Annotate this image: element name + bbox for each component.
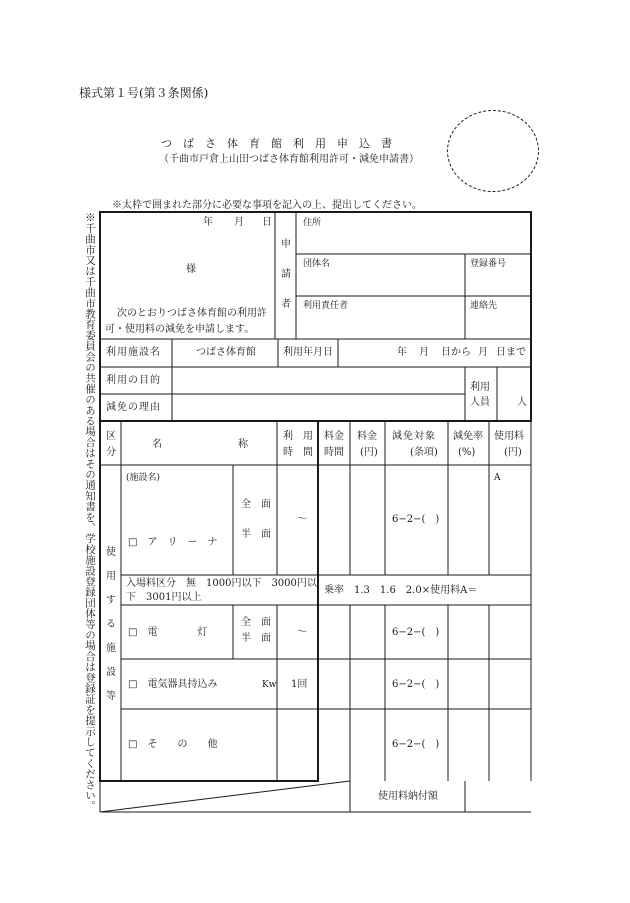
header-exemption-rate-2: (%) xyxy=(458,447,476,458)
header-fee-time-2: 時間 xyxy=(324,447,344,458)
contact-label: 連絡先 xyxy=(470,301,498,311)
arena-option[interactable]: □ ア リ ー ナ xyxy=(128,537,218,548)
header-fee-1: 料金 xyxy=(357,431,377,442)
addressee-suffix: 様 xyxy=(186,264,196,275)
date-year: 年 xyxy=(203,217,213,228)
category-char-4: る xyxy=(106,619,116,630)
date-range-until: 日まで xyxy=(496,347,526,358)
facility-label: 利用施設名 xyxy=(106,347,161,358)
instruction-text: ※太枠で囲まれた部分に必要な事項を記入の上、提出してください。 xyxy=(112,200,422,211)
header-name: 名 xyxy=(152,439,162,450)
header-usage-time-2: 時 間 xyxy=(283,447,313,458)
purpose-label: 利用の目的 xyxy=(106,375,161,386)
category-char-6: 設 xyxy=(106,667,116,678)
reason-label: 減免の理由 xyxy=(106,402,161,413)
other-clause: 6−2−( ) xyxy=(392,739,440,750)
arena-tilde: ～ xyxy=(297,514,307,525)
date-range-year: 年 xyxy=(397,347,407,358)
category-char-5: 施 xyxy=(106,643,116,654)
address-label: 住所 xyxy=(303,218,322,228)
category-char-2: 用 xyxy=(106,571,116,582)
electric-unit: Kw xyxy=(262,680,277,690)
users-unit: 人 xyxy=(517,397,527,408)
arena-half: 半 面 xyxy=(241,529,271,540)
header-usage-fee-1: 使用料 xyxy=(494,431,524,442)
lighting-half: 半 面 xyxy=(241,633,271,644)
admission-line-1: 入場料区分 無 1000円以下 3000円以 xyxy=(126,578,317,589)
lighting-clause: 6−2−( ) xyxy=(392,627,440,638)
date-range-from: 日から xyxy=(441,347,471,358)
request-line-1: 次のとおりつばさ体育館の利用許 xyxy=(117,308,267,319)
arena-clause: 6−2−( ) xyxy=(392,514,440,525)
header-usage-time-1: 利 用 xyxy=(283,431,313,442)
date-day: 日 xyxy=(262,217,272,228)
header-exemption-1: 減免対象 xyxy=(392,431,436,442)
category-char-1: 使 xyxy=(106,547,116,558)
electric-option[interactable]: □ 電気器具持込み xyxy=(128,679,218,690)
lighting-option[interactable]: □ 電 灯 xyxy=(128,627,208,638)
other-option[interactable]: □ そ の 他 xyxy=(128,739,218,750)
lighting-full: 全 面 xyxy=(241,617,271,628)
side-note: ※千曲市又は千曲市教育委員会の共催のある場合はその通知書を、学校施設登録団体等の場合は登録証を提示してください。 xyxy=(84,212,97,812)
date-range-month: 月 xyxy=(419,347,429,358)
header-exemption-2: (条項) xyxy=(410,447,438,458)
fee-a-label: A xyxy=(494,473,501,483)
header-category-2: 分 xyxy=(106,447,116,458)
manager-label: 利用責任者 xyxy=(303,301,349,311)
date-range-end-month: 月 xyxy=(478,347,488,358)
header-fee-time-1: 料金 xyxy=(324,431,344,442)
facility-name-label: (施設名) xyxy=(126,473,161,483)
registration-number-label: 登録番号 xyxy=(470,259,507,269)
usage-date-label: 利用年月日 xyxy=(283,347,333,358)
fee-payment-label: 使用料納付額 xyxy=(378,791,438,802)
header-fee-2: (円) xyxy=(360,447,378,458)
request-line-2: 可・使用料の減免を申請します。 xyxy=(105,324,255,335)
header-category-1: 区 xyxy=(106,431,116,442)
category-char-7: 等 xyxy=(106,691,116,702)
electric-time: 1回 xyxy=(291,679,308,690)
header-exemption-rate-1: 減免率 xyxy=(453,431,483,442)
category-char-3: す xyxy=(106,595,116,606)
applicant-label-3: 者 xyxy=(281,299,291,310)
form-number: 様式第１号(第３条関係) xyxy=(79,86,209,100)
users-label-1: 利用 xyxy=(470,382,490,393)
applicant-label-2: 請 xyxy=(281,269,291,280)
applicant-label-1: 申 xyxy=(281,239,291,250)
admission-line-2: 下 3001円以上 xyxy=(126,592,202,603)
lighting-tilde: ～ xyxy=(297,627,307,638)
header-usage-fee-2: (円) xyxy=(504,447,522,458)
users-label-2: 人員 xyxy=(470,397,490,408)
electric-clause: 6−2−( ) xyxy=(392,679,440,690)
group-name-label: 団体名 xyxy=(303,259,331,269)
facility-value: つばさ体育館 xyxy=(196,347,256,358)
form-title: つ ば さ 体 育 館 利 用 申 込 書 xyxy=(161,137,392,150)
arena-full: 全 面 xyxy=(241,499,271,510)
form-subtitle: （千曲市戸倉上山田つばさ体育館利用許可・減免申請書） xyxy=(159,154,419,165)
multiplier-text: 乗率 1.3 1.6 2.0×使用料A＝ xyxy=(324,585,478,596)
header-name-2: 称 xyxy=(238,439,248,450)
date-month: 月 xyxy=(234,217,244,228)
